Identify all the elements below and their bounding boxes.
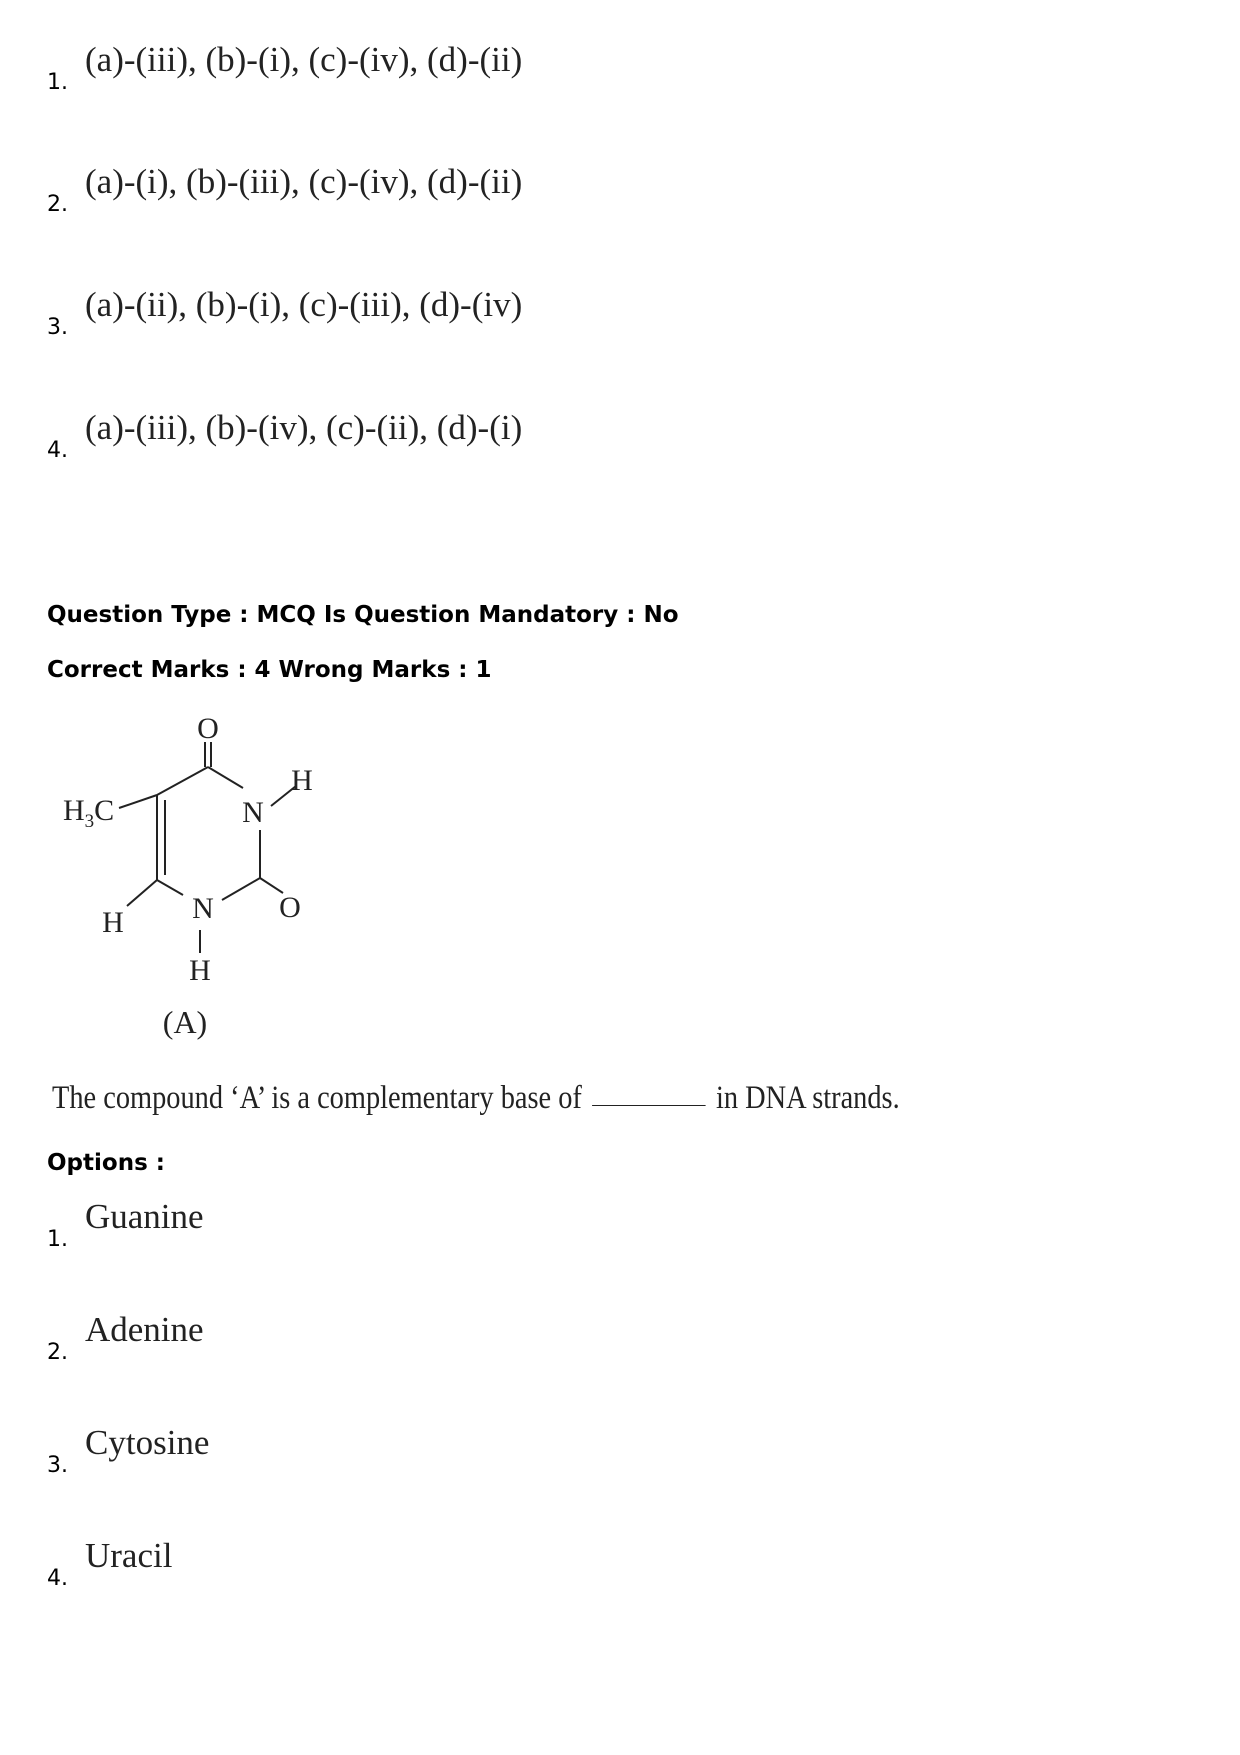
prev-option-number: 1. bbox=[47, 70, 68, 95]
prev-option-text: (a)-(i), (b)-(iii), (c)-(iv), (d)-(ii) bbox=[85, 162, 523, 201]
atom-oxygen-right: O bbox=[279, 891, 301, 924]
atom-nitrogen-top: N bbox=[242, 796, 264, 829]
atom-hydrogen-left: H bbox=[102, 906, 124, 939]
atom-hydrogen-top: H bbox=[291, 764, 313, 797]
atom-nitrogen-bottom: N bbox=[192, 892, 214, 925]
question-stem-after: in DNA strands. bbox=[716, 1080, 900, 1116]
prev-option-text: (a)-(iii), (b)-(i), (c)-(iv), (d)-(ii) bbox=[85, 40, 523, 79]
option-text: Uracil bbox=[85, 1536, 173, 1575]
structure-caption: (A) bbox=[162, 1004, 208, 1040]
atom-oxygen-top: O bbox=[197, 712, 219, 745]
option-number: 1. bbox=[47, 1227, 68, 1252]
option-text: Adenine bbox=[85, 1310, 204, 1349]
option-text: Cytosine bbox=[85, 1423, 210, 1462]
atom-methyl-h: H bbox=[63, 794, 85, 827]
question-stem-before: The compound ‘A’ is a complementary base of bbox=[52, 1080, 582, 1116]
option-number: 4. bbox=[47, 1566, 68, 1591]
thymine-structure-diagram bbox=[55, 700, 355, 1055]
option-number: 2. bbox=[47, 1340, 68, 1365]
prev-option-text: (a)-(iii), (b)-(iv), (c)-(ii), (d)-(i) bbox=[85, 408, 523, 447]
atom-methyl-subscript: 3 bbox=[84, 811, 95, 832]
question-type-line: Question Type : MCQ Is Question Mandatory : No bbox=[47, 602, 679, 628]
option-text: Guanine bbox=[85, 1197, 204, 1236]
atom-methyl-c: C bbox=[94, 794, 115, 827]
prev-option-number: 4. bbox=[47, 438, 68, 463]
prev-option-text: (a)-(ii), (b)-(i), (c)-(iii), (d)-(iv) bbox=[85, 285, 523, 324]
marks-line: Correct Marks : 4 Wrong Marks : 1 bbox=[47, 657, 492, 683]
fill-in-blank bbox=[592, 1105, 706, 1106]
atom-hydrogen-bottom: H bbox=[189, 954, 211, 987]
options-label: Options : bbox=[47, 1150, 165, 1176]
question-stem bbox=[52, 1080, 900, 1117]
prev-option-number: 3. bbox=[47, 315, 68, 340]
prev-option-number: 2. bbox=[47, 192, 68, 217]
option-number: 3. bbox=[47, 1453, 68, 1478]
atom-methyl-group bbox=[63, 794, 114, 832]
